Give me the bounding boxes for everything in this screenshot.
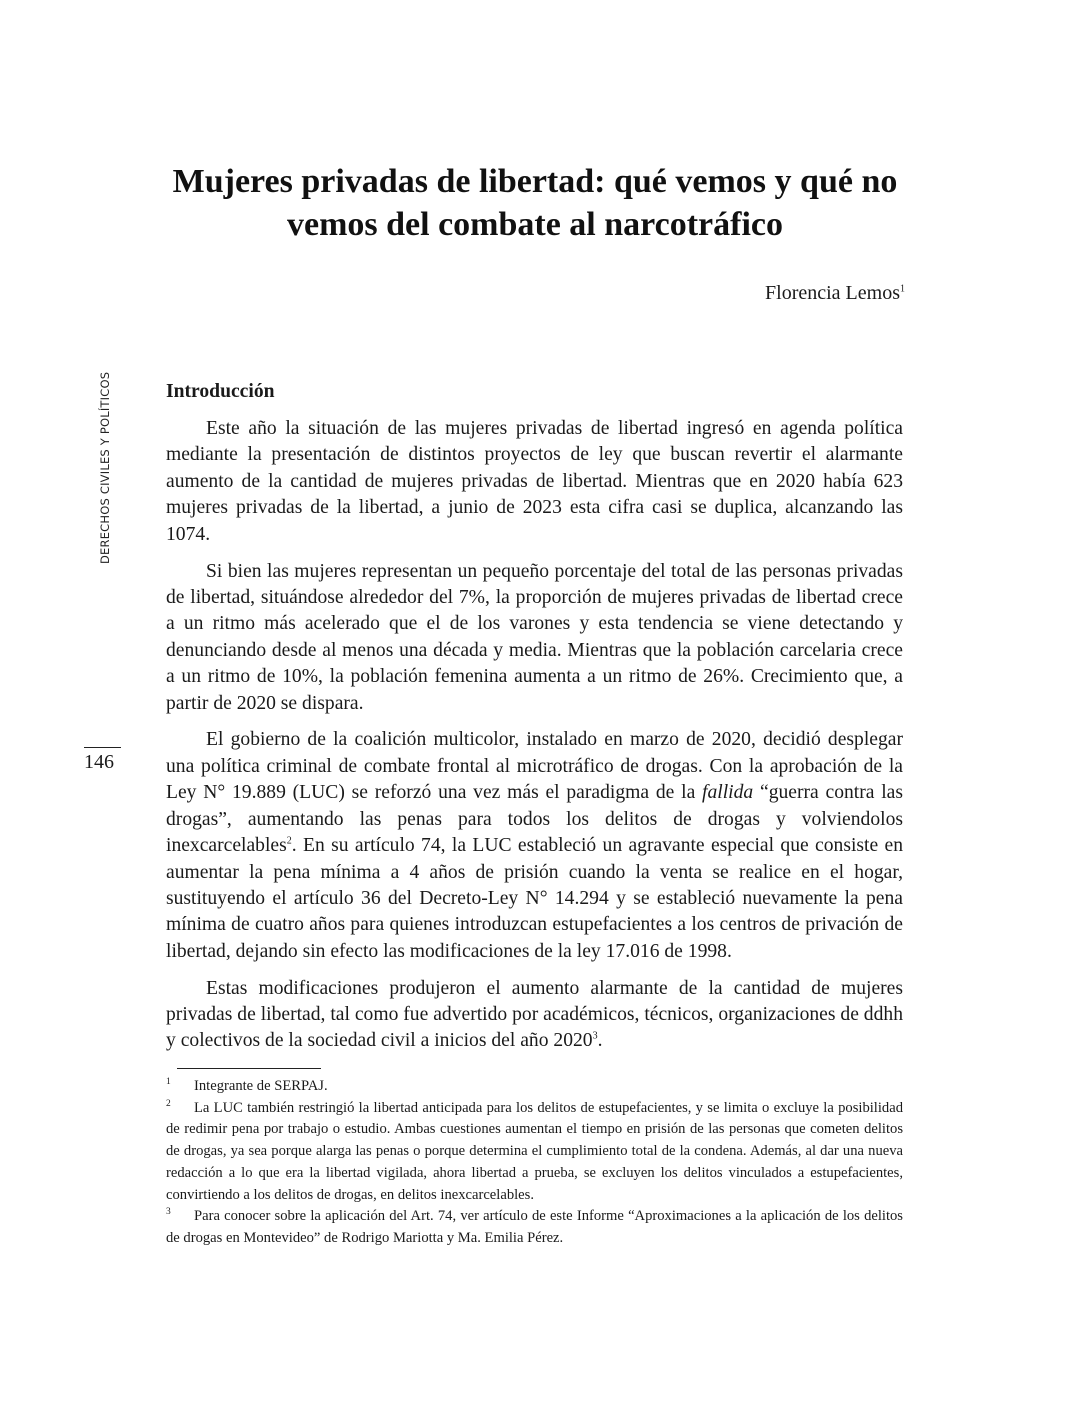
paragraph-1: Este año la situación de las mujeres privadas de libertad ingresó en agenda política mediante la presentación de distintos proyectos de ley que buscan revertir el alarmante aumento de la cantidad de mujeres privadas de libertad. Mientras que en 2020 había 623 mujeres privadas de la libertad, a junio de 2023 esta cifra casi se duplica, alcanzando las 1074.: [166, 418, 903, 545]
author-footnote-mark: 1: [900, 283, 905, 295]
footnote-ref-3: 3: [592, 1030, 598, 1042]
footnote-3: 3 Para conocer sobre la aplicación del Art. 74, ver artículo de este Informe “Aproximaciones a la aplicación de los delitos de drogas en Montevideo” de Rodrigo Mariotta y Ma. Emilia Pérez.: [166, 1207, 903, 1246]
footnote-2: 2 La LUC también restringió la libertad anticipada para los delitos de estupefacientes, y se limita o excluye la posibilidad de redimir pena por trabajo o estudio. Ambas cuestiones aumentan el tiempo en prisión de las personas que cometen delitos de drogas, ya sea porque alarga las penas o porque determina el cumplimiento total de la condena. Además, al dar una nueva redacción a lo que era la libertad vigilada, ahora libertad a prueba, se excluyen los delitos vinculados a estupefacientes, convirtiendo a los delitos de drogas, en delitos inexcarcelables.: [166, 1098, 903, 1203]
article-body: [166, 380, 903, 1065]
footnote-2-text: La LUC también restringió la libertad anticipada para los delitos de estupefacientes, y se limita o excluye la posibilidad de redimir pena por trabajo o estudio. Ambas cuestiones aumentan el tiempo en prisión de las personas que cometen delitos de drogas, ya sea porque alarga las penas o porque determina el cumplimiento total de la condena. Además, al dar una nueva redacción a lo que era la libertad vigilada, ahora libertad a prueba, se excluyen los delitos vinculados a estupefacientes, convirtiendo a los delitos de drogas, en delitos inexcarcelables.: [166, 1099, 903, 1203]
title-line-1: Mujeres privadas de libertad: qué vemos y qué no: [172, 163, 898, 200]
paragraph-3: [166, 727, 903, 965]
author-name: Florencia Lemos: [765, 282, 900, 304]
paragraph-2: Si bien las mujeres representan un pequeño porcentaje del total de las personas privadas de libertad, situándose alrededor del 7%, la proporción de mujeres privadas de libertad crece a un ritmo más acelerado que el de los varones y esta tendencia se viene detectando y denunciando desde al menos una década y media. Mientras que la población carcelaria crece a un ritmo de 10%, la población femenina aumenta a un ritmo de 26%. Crecimiento que, a partir de 2020 se dispara.: [166, 560, 903, 714]
page-number-rule: [84, 747, 121, 748]
page-number: 146: [84, 751, 114, 773]
footnote-1: 1 Integrante de SERPAJ.: [166, 1077, 328, 1094]
article-title: [150, 160, 920, 246]
footnotes: [166, 1076, 903, 1250]
section-heading: Introducción: [166, 381, 275, 402]
paragraph-3-emphasis: fallida: [702, 782, 754, 804]
author-byline: [765, 279, 905, 307]
section-side-label: DERECHOS CIVILES Y POLÍTICOS: [98, 371, 112, 564]
footnote-ref-2: 2: [286, 835, 292, 847]
footnote-3-text: Para conocer sobre la aplicación del Art. 74, ver artículo de este Informe “Aproximaciones a la aplicación de los delitos de drogas en Montevideo” de Rodrigo Mariotta y Ma. Emilia Pérez.: [166, 1208, 903, 1246]
paragraph-4-text-a: Estas modificaciones produjeron el aumento alarmante de la cantidad de mujeres privadas de libertad, tal como fue advertido por académicos, técnicos, organizaciones de ddhh y colectivos de la sociedad civil a inicios del año 2020: [166, 977, 903, 1052]
title-line-2: vemos del combate al narcotráfico: [286, 206, 784, 243]
paragraph-4-text-b: .: [597, 1030, 603, 1052]
footnote-1-text: Integrante de SERPAJ.: [194, 1078, 328, 1094]
paragraph-3-text-a: El gobierno de la coalición multicolor, instalado en marzo de 2020, decidió desplegar una política criminal de combate frontal al microtráfico de drogas. Con la aprobación de la Ley N° 19.889 (LUC) se reforzó una vez más el paradigma de la: [166, 729, 903, 804]
paragraph-3-text-c: . En su artículo 74, la LUC estableció un agravante especial que consiste en aumentar la pena mínima a 4 años de prisión cuando la venta se realice en el hogar, sustituyendo el artículo 36 del Decreto-Ley N° 14.294 y se estableció nuevamente la pena mínima de cuatro años para quienes introduzcan estupefacientes a los centros de privación de libertad, dejando sin efecto las modificaciones de la ley 17.016 de 1998.: [166, 835, 903, 962]
footnote-separator: [177, 1068, 321, 1069]
paragraph-4: [166, 976, 903, 1055]
paragraph-3-text-b: “guerra contra las drogas”, aumentando las penas para todos los delitos de drogas y volviendolos inexcarcelables: [166, 782, 903, 857]
